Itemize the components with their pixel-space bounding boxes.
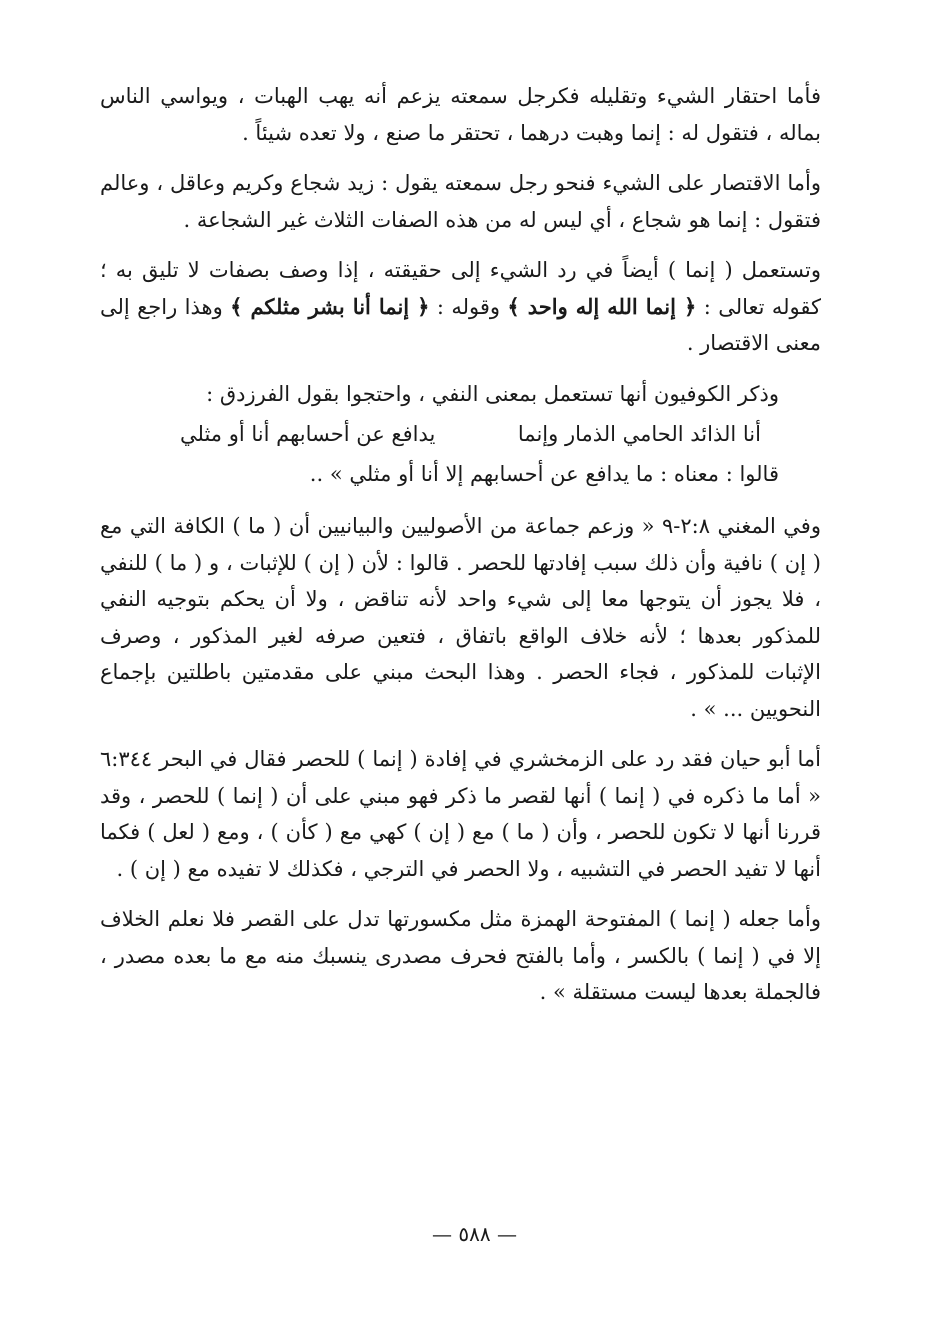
quran-verse: ﴿ إنما أنا بشر مثلكم ﴾ (230, 293, 430, 319)
paragraph-quran-examples (100, 252, 821, 362)
poetry-verse (100, 414, 821, 454)
paragraph-text: وقوله : (429, 294, 508, 319)
paragraph-restriction: وأما الاقتصار على الشيء فنحو رجل سمعته يقول : زيد شجاع وكريم وعاقل ، وعالم فتقول : إنما هو شجاع ، أي ليس له من هذه الصفات الثلاث غير الشجاعة . (100, 171, 821, 232)
verse-second-hemistich: يدافع عن أحسابهم أنا أو مثلي (180, 422, 436, 446)
paragraph-kufans: وذكر الكوفيون أنها تستعمل بمعنى النفي ، واحتجوا بقول الفرزدق : (206, 381, 779, 406)
paragraph-contempt: فأما احتقار الشيء وتقليله فكرجل سمعته يزعم أنه يهب الهبات ، ويواسي الناس بماله ، فتقول له : إنما وهبت درهما ، تحتقر ما صنع ، ولا تعده شيئاً . (100, 84, 821, 145)
paragraph-text: وهذا راجع إلى معنى الاقتصار . (100, 294, 821, 355)
page-number: — ٥٨٨ — (432, 1222, 517, 1246)
paragraph-annama: وأما جعله ( إنما ) المفتوحة الهمزة مثل مكسورتها تدل على القصر فلا نعلم الخلاف إلا في ( إنما ) بالكسر ، وأما بالفتح فحرف مصدرى ينسبك منه مع ما بعده مصدر ، فالجملة بعدها ليست مستقلة » . (100, 907, 821, 1004)
verse-first-hemistich: أنا الذائد الحامي الذمار وإنما (517, 422, 761, 446)
quran-verse: ﴿ إنما الله إله واحد ﴾ (507, 293, 697, 319)
paragraph-abu-hayyan: أما أبو حيان فقد رد على الزمخشري في إفادة ( إنما ) للحصر فقال في البحر ٦:٣٤٤ « أما ما ذكره في ( إنما ) أنها لقصر ما ذكر فهو مبني على أن ( إنما ) للحصر ، وقد قررنا أنها لا تكون للحصر ، وأن ( ما ) مع ( إن ) كهي مع ( كأن ) ، ومع ( لعل ) فكما أنها لا تفيد الحصر في التشبيه ، ولا الحصر في الترجي ، فكذلك لا تفيده مع ( إن ) . (100, 747, 821, 881)
paragraph-text: وتستعمل ( إنما ) أيضاً في رد الشيء إلى حقيقته ، إذا وصف بصفات لا تليق به ؛ كقوله تعالى : (100, 258, 821, 319)
verse-explanation: قالوا : معناه : ما يدافع عن أحسابهم إلا أنا أو مثلي » .. (309, 462, 779, 486)
paragraph-mughni: وفي المغني ٢:٨-٩ « وزعم جماعة من الأصوليين والبيانيين أن ( ما ) الكافة التي مع ( إن ) نافية وأن ذلك سبب إفادتها للحصر . قالوا : لأن ( إن ) للإثبات ، و ( ما ) للنفي ، فلا يجوز أن يتوجها معا إلى شيء واحد لأنه تناقض ، ولا أن يحكم بتوجيه النفي للمذكور بعدها ؛ لأنه خلاف الواقع باتفاق ، فتعين صرفه لغير المذكور ، وصرف الإثبات للمذكور ، فجاء الحصر . وهذا البحث مبني على مقدمتين باطلتين بإجماع النحويين ... » . (100, 514, 821, 721)
